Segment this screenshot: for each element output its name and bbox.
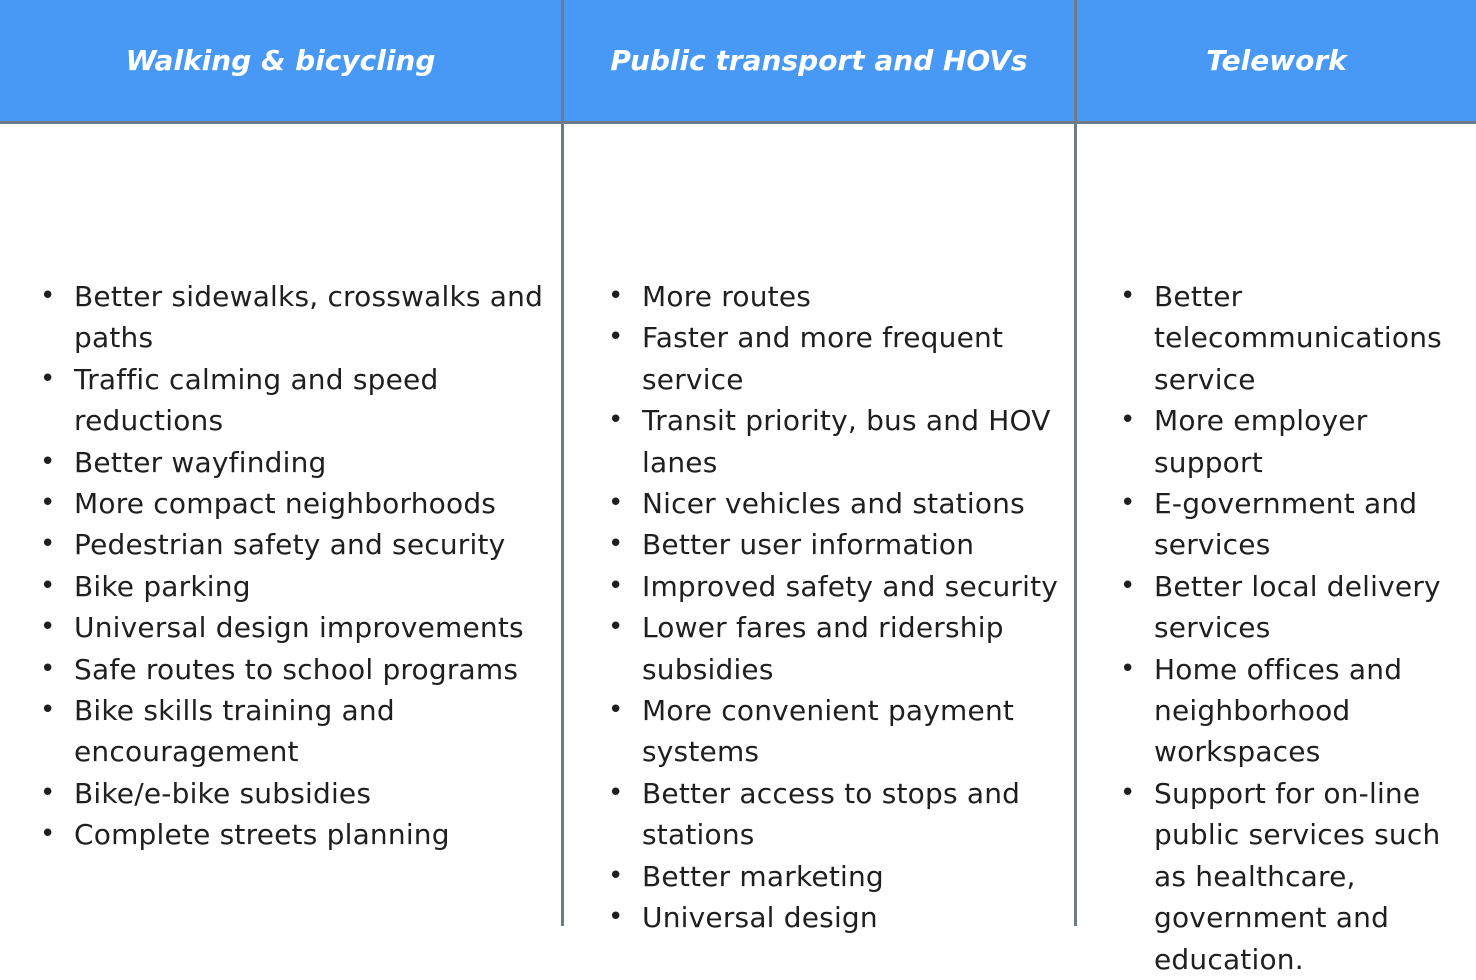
bullet-icon: •	[1120, 281, 1136, 311]
bullet-icon: •	[40, 363, 56, 394]
bullet-icon: •	[40, 819, 56, 850]
bullet-icon: •	[40, 446, 56, 477]
list-item	[1120, 400, 1472, 483]
bullet-icon: •	[40, 529, 56, 560]
list-item	[608, 773, 1062, 856]
bullet-icon: •	[608, 902, 624, 933]
bullet-icon: •	[40, 777, 56, 808]
list-item	[608, 524, 1062, 565]
bullet-icon: •	[1120, 570, 1136, 601]
list-item-text: Improved safety and security	[642, 569, 1059, 603]
column-title: Walking & bicycling	[125, 44, 436, 77]
bullet-icon: •	[608, 695, 624, 726]
list-item	[40, 607, 554, 648]
list-item-text: Faster and more frequent service	[642, 321, 1004, 396]
column-title: Telework	[1206, 44, 1347, 77]
header-walking-bicycling	[0, 0, 564, 124]
list-item	[1120, 649, 1472, 773]
list-item-text: E-government and services	[1154, 487, 1418, 562]
list-item	[608, 400, 1062, 483]
list-item-text: Home offices and neighborhood workspaces	[1154, 652, 1403, 769]
list-item	[1120, 483, 1472, 566]
list-item-text: Lower fares and ridership subsidies	[642, 611, 1004, 686]
column-telework	[1077, 124, 1476, 976]
list-item	[40, 566, 554, 607]
list-item-text: Better user information	[642, 528, 975, 562]
bullet-list	[608, 276, 1062, 939]
list-item	[40, 483, 554, 524]
list-item	[1120, 566, 1472, 649]
list-item-text: More compact neighborhoods	[74, 487, 497, 521]
list-item-text: Bike parking	[74, 569, 251, 603]
list-item-text: Traffic calming and speed reductions	[74, 362, 439, 438]
list-item	[40, 773, 554, 814]
list-item	[1120, 773, 1472, 980]
list-item-text: Bike skills training and encouragement	[74, 694, 395, 769]
list-item-text: Better access to stops and stations	[642, 776, 1021, 852]
list-item	[40, 649, 554, 690]
bullet-icon: •	[40, 570, 56, 601]
bullet-icon: •	[1120, 488, 1136, 519]
list-item-text: Better wayfinding	[74, 445, 327, 479]
bullet-icon: •	[608, 322, 624, 353]
list-item-text: Universal design	[642, 901, 878, 935]
bullet-list	[40, 276, 554, 856]
bullet-list	[1120, 276, 1472, 980]
list-item-text: Better telecommunications service	[1154, 280, 1442, 396]
list-item	[40, 690, 554, 773]
bullet-icon: •	[608, 860, 624, 891]
list-item-text: Safe routes to school programs	[74, 652, 519, 686]
list-item	[40, 524, 554, 565]
bullet-icon: •	[608, 612, 624, 643]
list-item	[608, 897, 1062, 938]
list-item-text: Transit priority, bus and HOV lanes	[642, 404, 1051, 479]
list-item-text: Nicer vehicles and stations	[642, 487, 1025, 521]
bullet-icon: •	[608, 405, 624, 436]
list-item	[40, 359, 554, 442]
column-public-transport	[564, 124, 1077, 935]
bullet-icon: •	[608, 529, 624, 560]
bullet-icon: •	[1120, 777, 1136, 808]
bullet-icon: •	[40, 488, 56, 519]
list-item	[40, 442, 554, 483]
bullet-icon: •	[40, 695, 56, 726]
bullet-icon: •	[40, 653, 56, 684]
list-item-text: Complete streets planning	[74, 818, 450, 852]
list-item	[1120, 276, 1472, 400]
bullet-icon: •	[608, 570, 624, 601]
bullet-icon: •	[1120, 653, 1136, 684]
list-item	[608, 483, 1062, 524]
list-item	[608, 566, 1062, 607]
list-item-text: Better sidewalks, crosswalks and paths	[74, 280, 544, 355]
list-item-text: Support for on-line public services such as healthcare, government and education.	[1154, 776, 1441, 976]
bullet-icon: •	[40, 612, 56, 643]
list-item	[608, 317, 1062, 400]
list-item-text: More employer support	[1154, 404, 1368, 479]
bullet-icon: •	[608, 281, 624, 311]
list-item-text: Universal design improvements	[74, 611, 524, 645]
list-item	[608, 690, 1062, 773]
bullet-icon: •	[608, 777, 624, 808]
bullet-icon: •	[1120, 405, 1136, 436]
header-telework	[1077, 0, 1476, 124]
list-item-text: Pedestrian safety and security	[74, 528, 506, 562]
list-item-text: Bike/e-bike subsidies	[74, 776, 372, 810]
list-item	[40, 814, 554, 855]
list-item	[608, 276, 1062, 317]
column-walking-bicycling	[0, 124, 564, 926]
list-item	[40, 276, 554, 359]
list-item-text: Better marketing	[642, 859, 884, 893]
column-title: Public transport and HOVs	[610, 44, 1028, 77]
list-item	[608, 607, 1062, 690]
bullet-icon: •	[40, 281, 56, 311]
bullet-icon: •	[608, 488, 624, 519]
header-public-transport	[564, 0, 1077, 124]
list-item-text: More routes	[642, 280, 812, 313]
list-item	[608, 856, 1062, 897]
list-item-text: More convenient payment systems	[642, 694, 1015, 769]
list-item-text: Better local delivery services	[1154, 569, 1441, 645]
